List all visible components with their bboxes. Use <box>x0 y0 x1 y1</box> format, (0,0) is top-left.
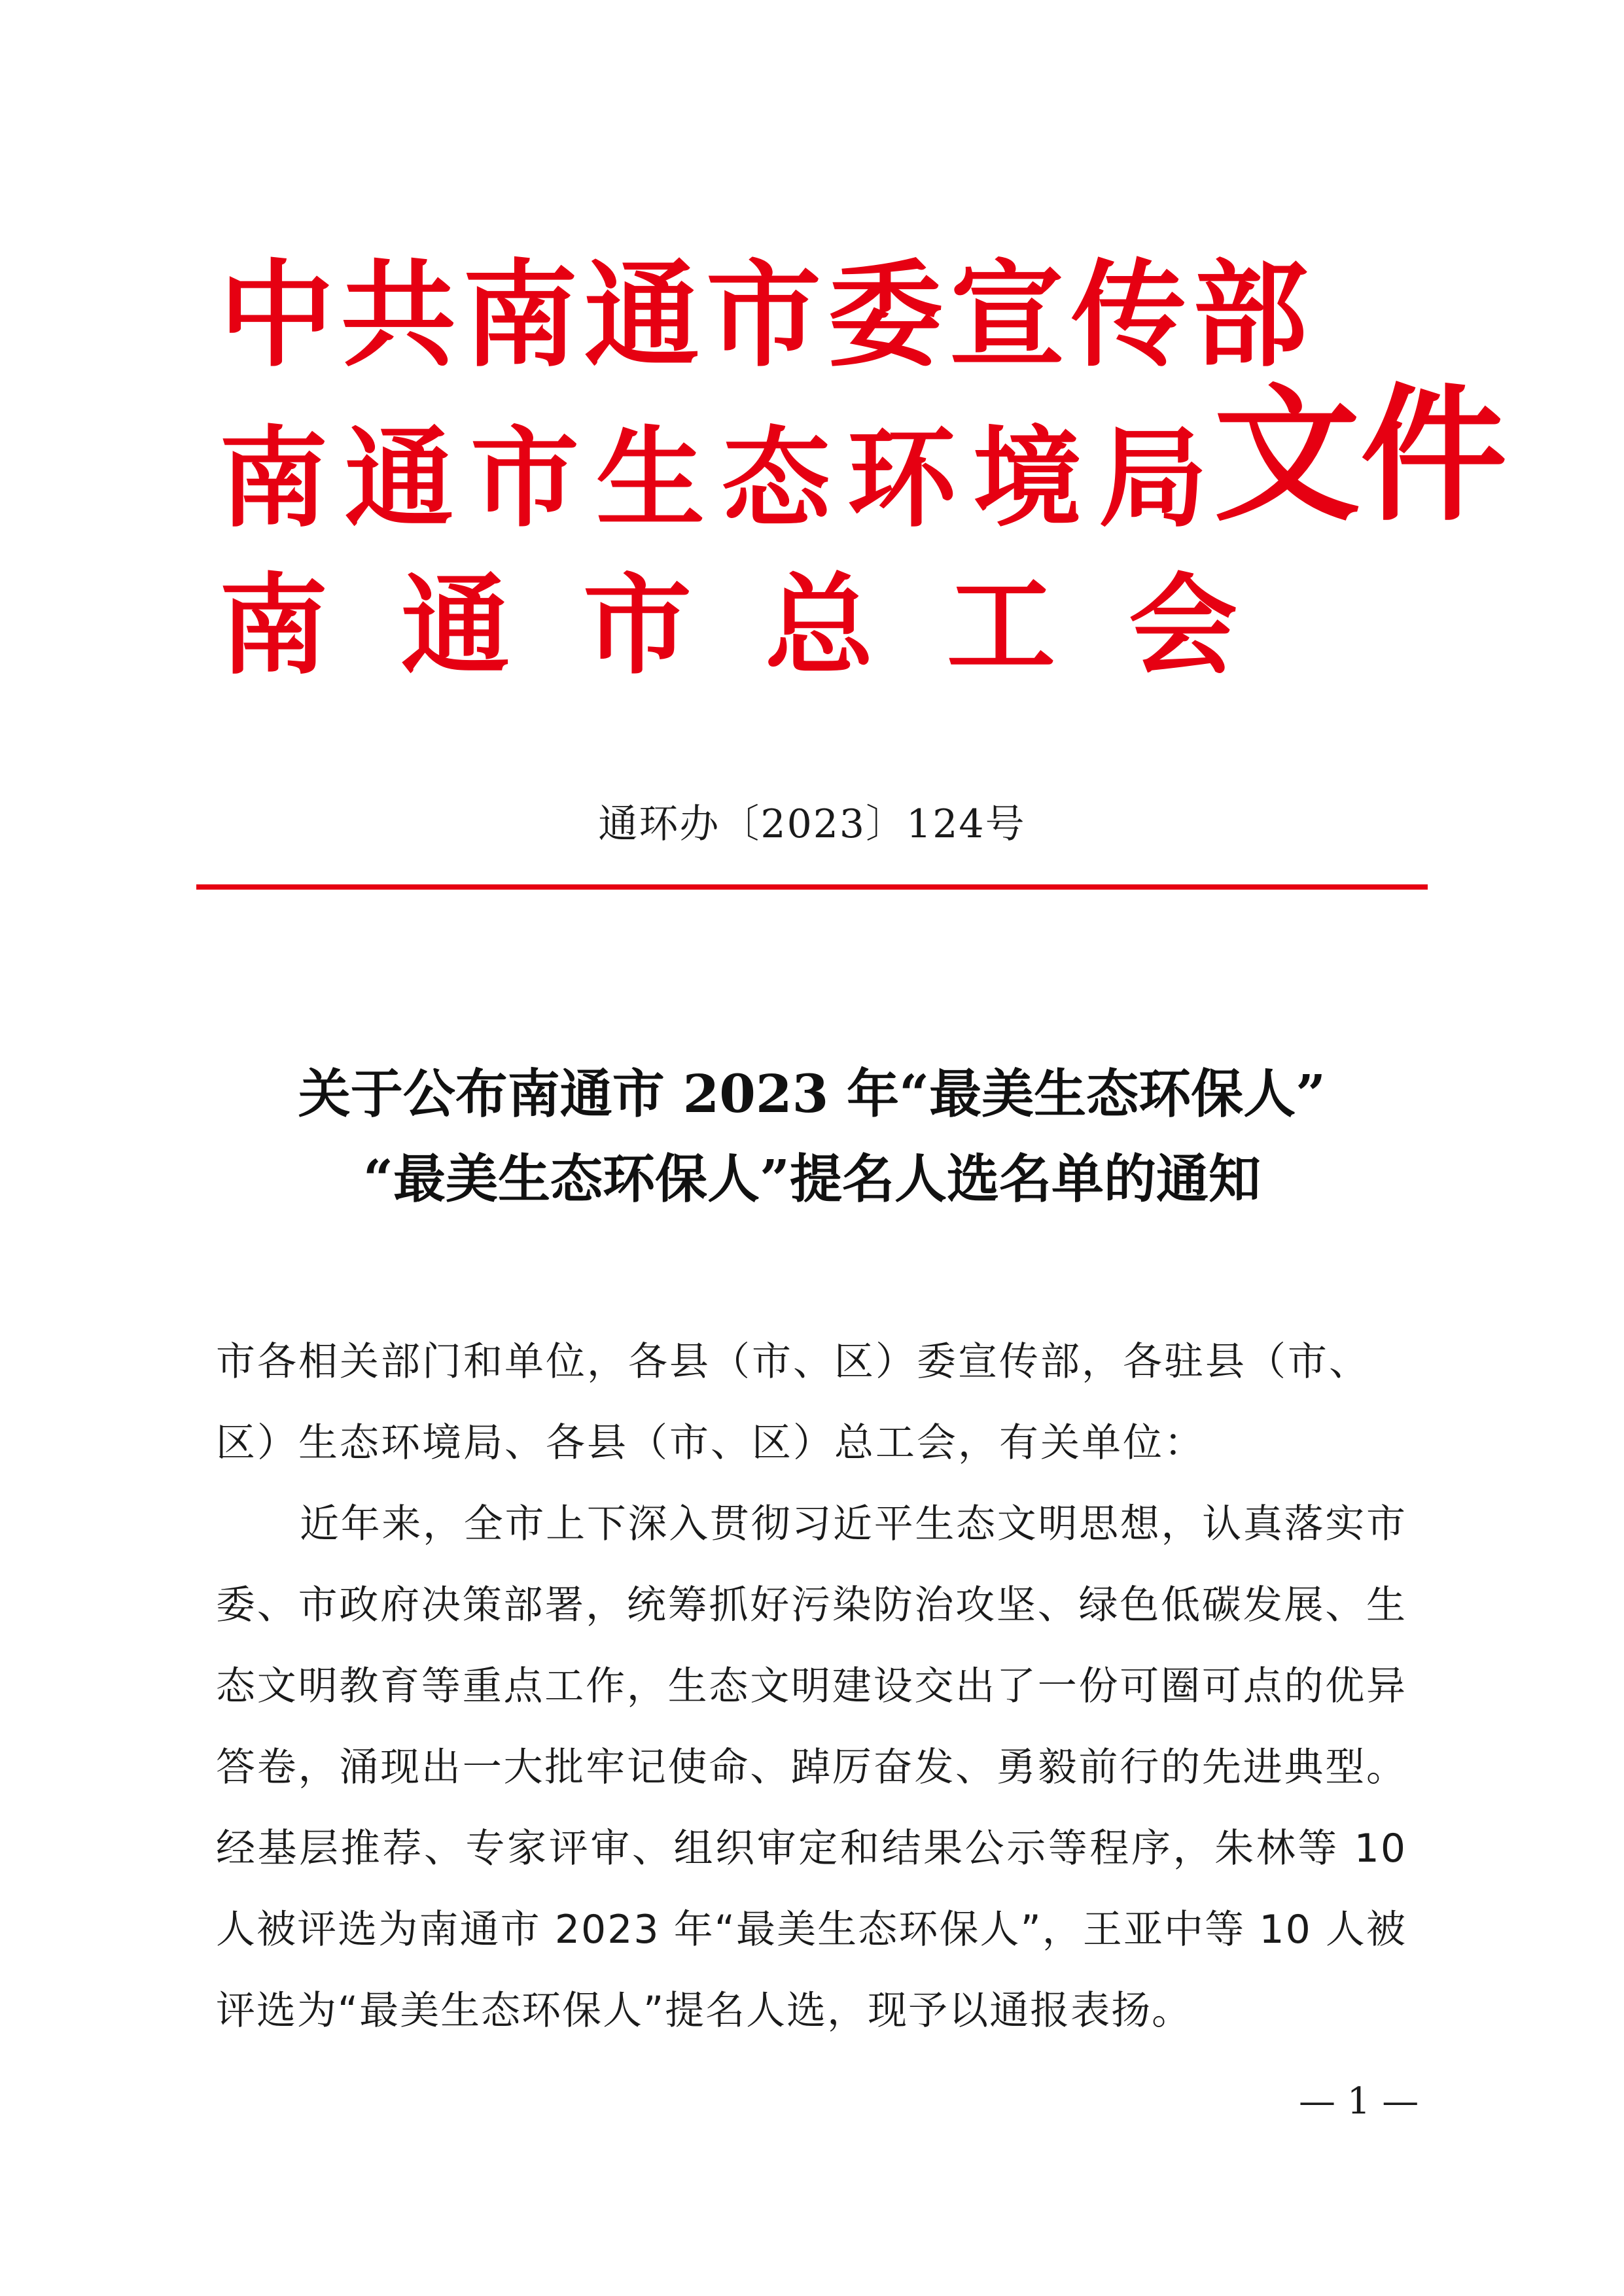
issuing-agency-trade-union: 南通市总工会 <box>219 563 1311 689</box>
notice-body <box>216 1321 1407 2051</box>
notice-title-line-2: “最美生态环保人”提名人选名单的通知 <box>362 1148 1262 1209</box>
issuing-agency-ecology-bureau: 南通市生态环境局 <box>219 416 1224 542</box>
red-separator-line <box>196 884 1428 890</box>
salutation: 市各相关部门和单位，各县（市、区）委宣传部，各驻县（市、区）生态环境局、各县（市、区）总工会，有关单位： <box>216 1339 1370 1466</box>
issuing-agency-propaganda-dept: 中共南通市委宣传部 <box>219 249 1315 383</box>
page-number: — 1 — <box>1299 2080 1419 2123</box>
notice-title-line-1: 关于公布南通市 2023 年“最美生态环保人” <box>298 1063 1326 1124</box>
document-number: 通环办〔2023〕124号 <box>598 801 1026 847</box>
document-type-label: 文件 <box>1214 370 1507 541</box>
body-paragraph: 近年来，全市上下深入贯彻习近平生态文明思想，认真落实市委、市政府决策部署，统筹抓好污染防治攻坚、绿色低碳发展、生态文明教育等重点工作，生态文明建设交出了一份可圈可点的优异答卷，涌现出一大批牢记使命、踔厉奋发、勇毅前行的先进典型。经基层推荐、专家评审、组织审定和结果公示等程序，朱林等 10 人被评选为南通市 2023 年“最美生态环保人”，王亚中等 10 人被评选为“最美生态环保人”提名人选，现予以通报表扬。 <box>216 1501 1407 2034</box>
